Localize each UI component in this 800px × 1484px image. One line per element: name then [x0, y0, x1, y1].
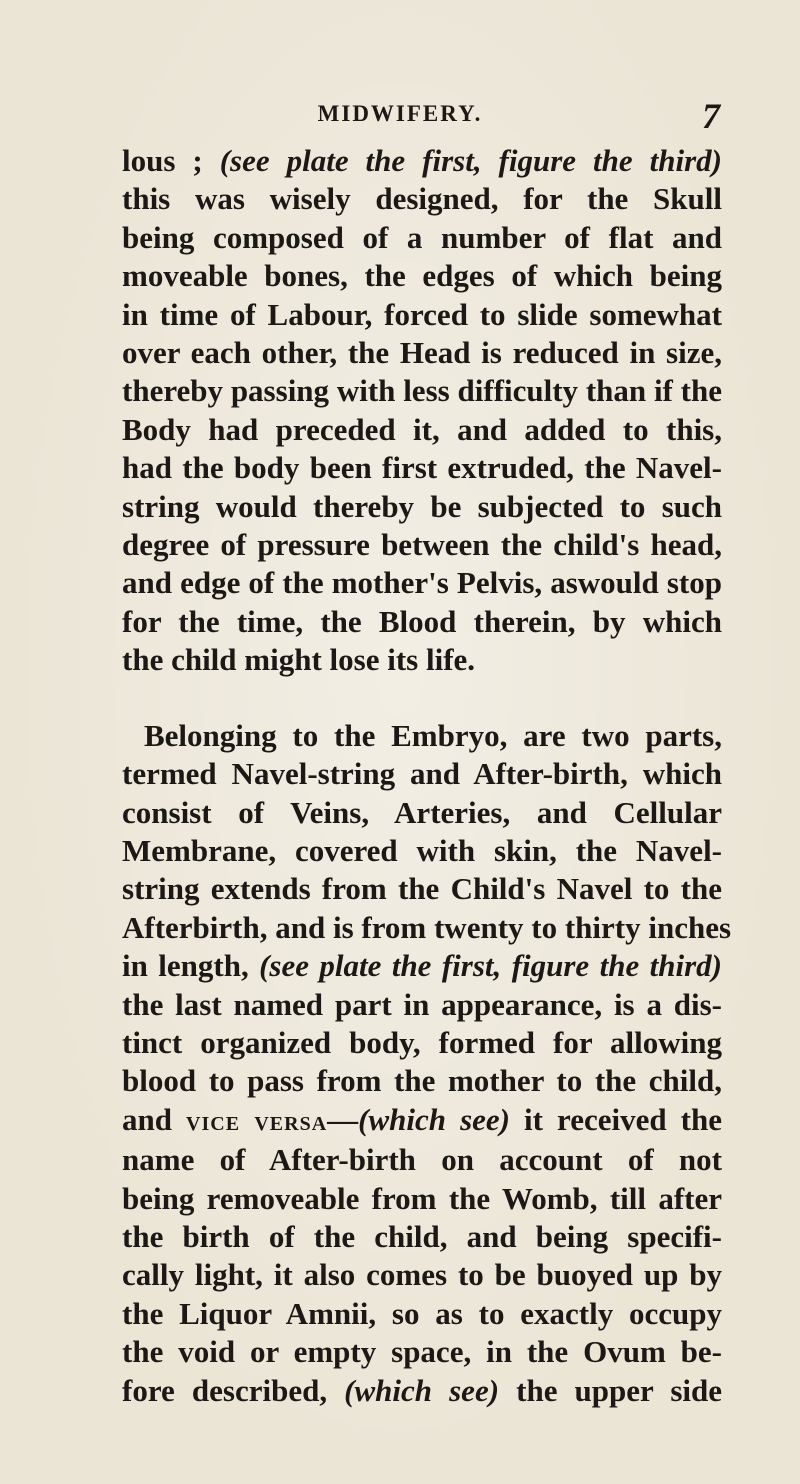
- text-line: had the body been first extruded, the Navel-: [122, 450, 722, 486]
- text-line: the last named part in appearance, is a dis-: [122, 986, 722, 1022]
- text-line: fore described, (which see) the upper side: [122, 1372, 723, 1408]
- text-line: name of After-birth on account of not: [122, 1142, 722, 1178]
- text-line: and edge of the mother's Pelvis, aswould stop: [122, 565, 722, 601]
- text-line: tinct organized body, formed for allowing: [122, 1024, 722, 1060]
- text-line: cally light, it also comes to be buoyed up by: [122, 1257, 722, 1293]
- text-line: consist of Veins, Arteries, and Cellular: [122, 794, 722, 830]
- running-head: [0, 95, 800, 135]
- text-line: string would thereby be subjected to such: [122, 488, 722, 524]
- text-line: for the time, the Blood therein, by which: [122, 603, 722, 639]
- text-line: in time of Labour, forced to slide somewhat: [122, 296, 722, 332]
- text-line: being removeable from the Womb, till after: [122, 1180, 722, 1216]
- text-line: blood to pass from the mother to the child,: [122, 1063, 722, 1099]
- text-line: over each other, the Head is reduced in size,: [122, 335, 722, 371]
- body-text: [122, 142, 732, 1410]
- text-line: the void or empty space, in the Ovum be-: [122, 1334, 722, 1370]
- text-line: in length, (see plate the first, figure the third): [122, 948, 722, 984]
- text-line: termed Navel-string and After-birth, which: [122, 756, 722, 792]
- text-line: lous ; (see plate the first, figure the third): [122, 143, 722, 178]
- running-head-title: MIDWIFERY.: [317, 101, 483, 126]
- text-line: Belonging to the Embryo, are two parts,: [144, 717, 722, 753]
- page-number: 7: [702, 96, 720, 136]
- text-line: Afterbirth, and is from twenty to thirty inches: [122, 909, 732, 945]
- text-line: the birth of the child, and being specifi-: [122, 1218, 722, 1254]
- text-line: thereby passing with less difficulty than if the: [122, 373, 722, 409]
- text-line: Membrane, covered with skin, the Navel-: [122, 832, 722, 868]
- text-line: degree of pressure between the child's head,: [122, 527, 722, 563]
- text-line: the Liquor Amnii, so as to exactly occupy: [122, 1295, 722, 1331]
- text-line: this was wisely designed, for the Skull: [122, 181, 722, 217]
- text-line: being composed of a number of flat and: [122, 219, 722, 255]
- text-line: Body had preceded it, and added to this,: [122, 411, 722, 447]
- text-line: the child might lose its life.: [122, 642, 476, 678]
- text-line: and vice versa—(which see) it received the: [122, 1101, 722, 1137]
- text-line: moveable bones, the edges of which being: [122, 258, 722, 294]
- text-line: string extends from the Child's Navel to the: [122, 871, 722, 907]
- paragraph-gap: [122, 680, 722, 717]
